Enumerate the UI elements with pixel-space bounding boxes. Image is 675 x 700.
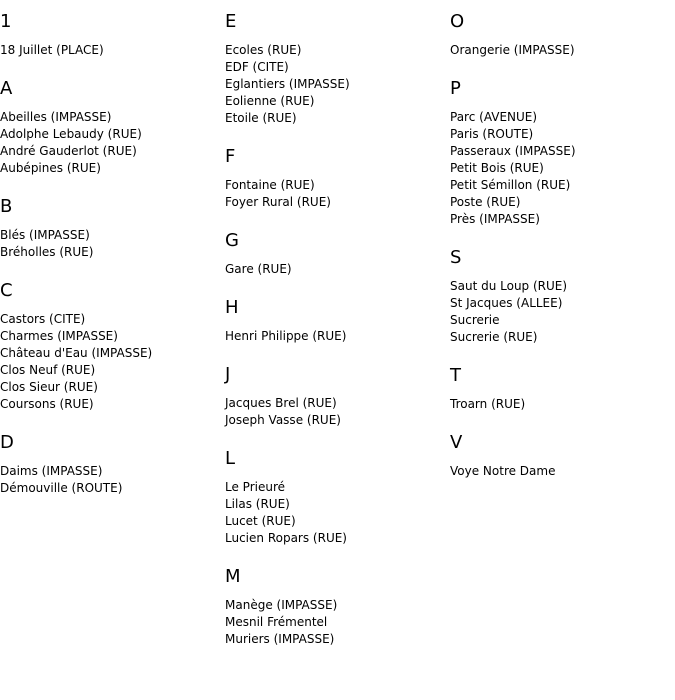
street-link[interactable]: Eglantiers (IMPASSE) [225,77,350,91]
letter-section [225,12,450,127]
street-link[interactable]: Aubépines (RUE) [0,161,101,175]
letter-heading: V [450,432,463,453]
letter-section [225,567,450,648]
street-list [0,463,225,497]
letter-heading: C [0,280,13,301]
street-link[interactable]: Château d'Eau (IMPASSE) [0,346,153,360]
street-list [225,328,450,345]
letter-heading: L [225,448,236,469]
street-column [0,12,225,517]
street-list [450,109,675,228]
street-link[interactable]: Jacques Brel (RUE) [225,396,337,410]
letter-section [450,366,675,413]
letter-section [225,365,450,429]
letter-section [225,147,450,211]
street-link[interactable]: Clos Neuf (RUE) [0,363,96,377]
letter-heading: E [225,11,237,32]
street-list [225,395,450,429]
street-link[interactable]: Eolienne (RUE) [225,94,315,108]
street-link[interactable]: Castors (CITE) [0,312,86,326]
street-link[interactable]: Henri Philippe (RUE) [225,329,347,343]
street-list [225,479,450,547]
street-link[interactable]: Orangerie (IMPASSE) [450,43,575,57]
street-list [0,311,225,413]
letter-heading: F [225,146,236,167]
street-link[interactable]: Ecoles (RUE) [225,43,302,57]
letter-section [450,12,675,59]
street-link[interactable]: André Gauderlot (RUE) [0,144,137,158]
letter-section [450,248,675,346]
street-list [450,463,675,480]
letter-section [0,197,225,261]
street-link[interactable]: Lucet (RUE) [225,514,296,528]
street-link[interactable]: Troarn (RUE) [450,397,526,411]
street-link[interactable]: Saut du Loup (RUE) [450,279,568,293]
street-link[interactable]: Abeilles (IMPASSE) [0,110,112,124]
street-link[interactable]: Sucrerie (RUE) [450,330,538,344]
street-list [450,396,675,413]
street-link[interactable]: 18 Juillet (PLACE) [0,43,104,57]
letter-section [0,79,225,177]
letter-heading: J [225,364,231,385]
street-link[interactable]: EDF (CITE) [225,60,289,74]
street-column [450,12,675,500]
letter-heading: 1 [0,11,12,32]
street-list [225,597,450,648]
letter-heading: H [225,297,239,318]
letter-section [0,433,225,497]
street-list [225,42,450,127]
street-link[interactable]: Petit Bois (RUE) [450,161,544,175]
street-list [0,42,225,59]
letter-section [0,12,225,59]
street-link[interactable]: Mesnil Frémentel [225,615,328,629]
street-link[interactable]: Fontaine (RUE) [225,178,315,192]
street-list [450,278,675,346]
street-link[interactable]: Petit Sémillon (RUE) [450,178,571,192]
street-link[interactable]: Lucien Ropars (RUE) [225,531,347,545]
street-link[interactable]: Démouville (ROUTE) [0,481,123,495]
street-link[interactable]: Bréholles (RUE) [0,245,94,259]
street-link[interactable]: Parc (AVENUE) [450,110,538,124]
letter-heading: D [0,432,14,453]
letter-section [0,281,225,413]
street-link[interactable]: Lilas (RUE) [225,497,290,511]
street-link[interactable]: Voye Notre Dame [450,464,556,478]
letter-section [225,231,450,278]
letter-heading: O [450,11,465,32]
street-link[interactable]: Gare (RUE) [225,262,292,276]
street-list [225,261,450,278]
letter-heading: B [0,196,13,217]
letter-section [225,298,450,345]
street-link[interactable]: Charmes (IMPASSE) [0,329,118,343]
letter-section [450,79,675,228]
street-link[interactable]: Clos Sieur (RUE) [0,380,98,394]
street-column [225,12,450,668]
letter-heading: G [225,230,239,251]
letter-heading: S [450,247,462,268]
letter-section [225,449,450,547]
letter-heading: A [0,78,13,99]
street-link[interactable]: Le Prieuré [225,480,286,494]
street-link[interactable]: Poste (RUE) [450,195,521,209]
street-link[interactable]: Muriers (IMPASSE) [225,632,335,646]
letter-heading: M [225,566,241,587]
street-link[interactable]: Blés (IMPASSE) [0,228,90,242]
letter-heading: T [450,365,461,386]
street-link[interactable]: Près (IMPASSE) [450,212,540,226]
street-link[interactable]: Sucrerie [450,313,500,327]
street-link[interactable]: Joseph Vasse (RUE) [225,413,341,427]
street-link[interactable]: Paris (ROUTE) [450,127,534,141]
street-link[interactable]: St Jacques (ALLEE) [450,296,563,310]
street-link[interactable]: Etoile (RUE) [225,111,297,125]
street-link[interactable]: Coursons (RUE) [0,397,94,411]
street-list [0,227,225,261]
street-link[interactable]: Daims (IMPASSE) [0,464,103,478]
letter-heading: P [450,78,461,99]
street-list [0,109,225,177]
street-list [450,42,675,59]
street-list [225,177,450,211]
street-link[interactable]: Passeraux (IMPASSE) [450,144,576,158]
street-link[interactable]: Adolphe Lebaudy (RUE) [0,127,142,141]
street-link[interactable]: Foyer Rural (RUE) [225,195,331,209]
street-link[interactable]: Manège (IMPASSE) [225,598,338,612]
letter-section [450,433,675,480]
